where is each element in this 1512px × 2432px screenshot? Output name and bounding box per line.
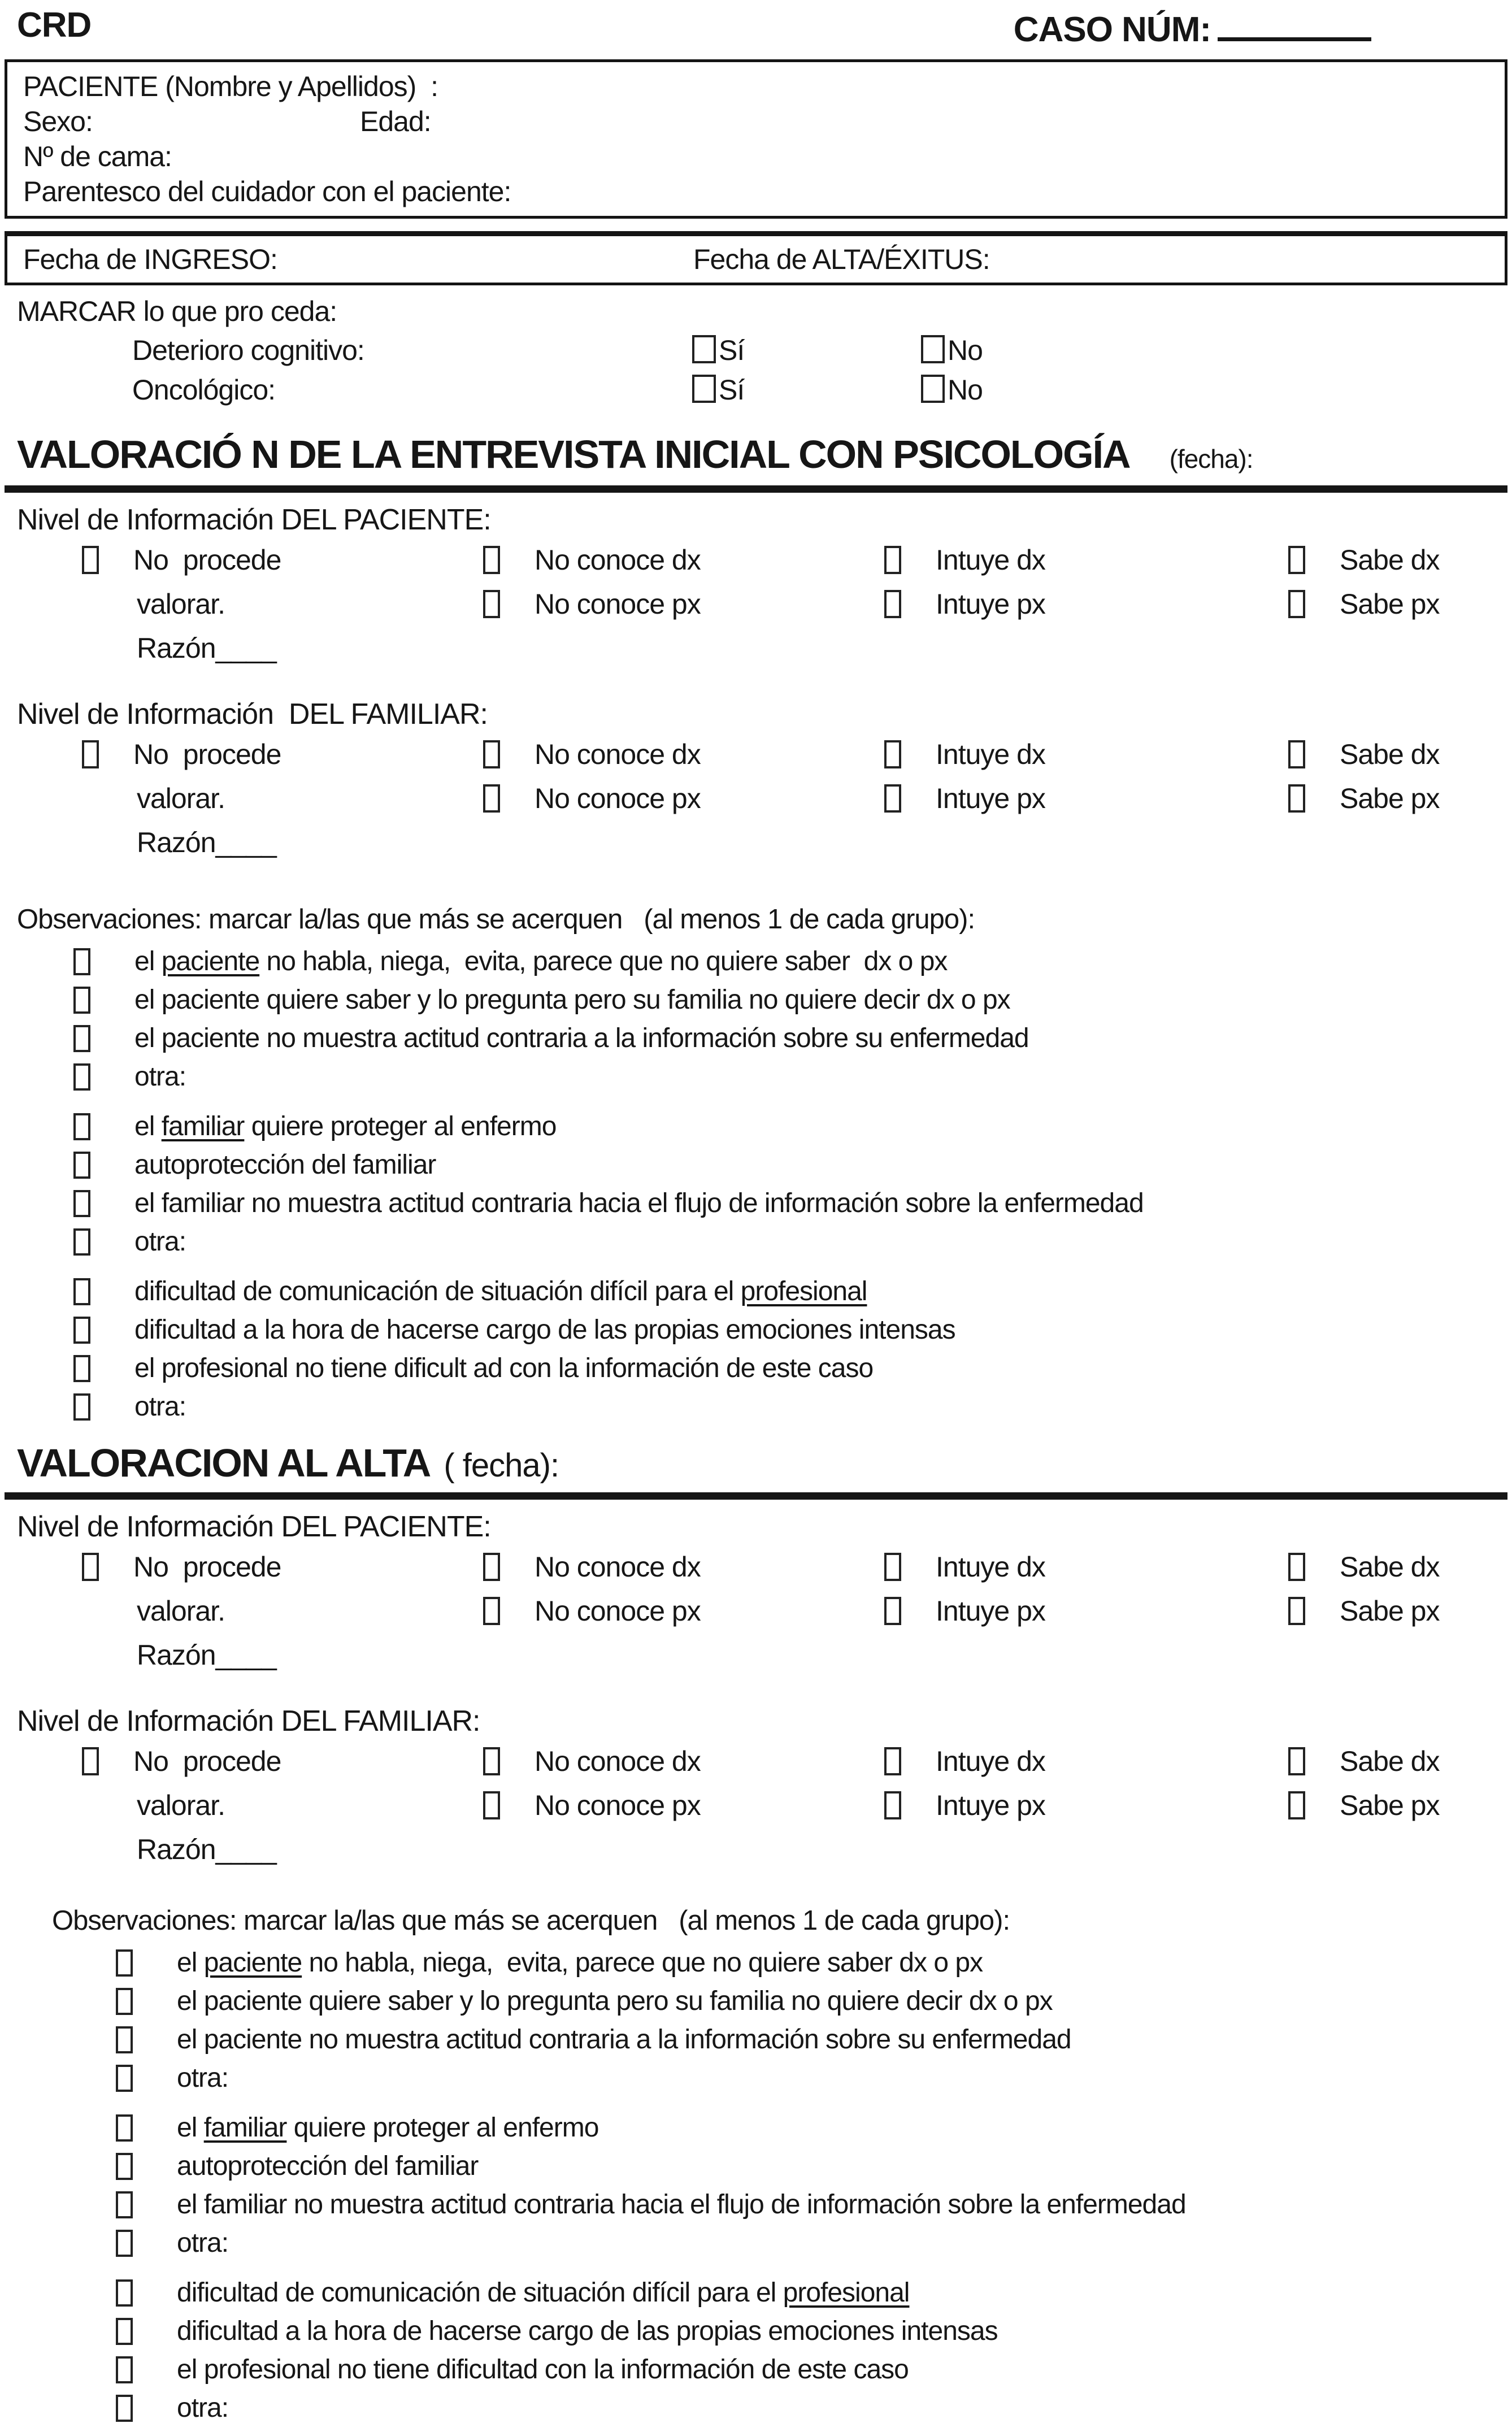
razon-blank — [82, 1834, 483, 1865]
option-label: Intuye dx — [936, 1745, 1045, 1777]
oncologic-row — [17, 374, 1512, 406]
cb-obs-ini-3-3[interactable] — [73, 1355, 90, 1382]
patient-group — [52, 1948, 1512, 2093]
option-label: Sabe px — [1340, 783, 1440, 814]
observation-item — [17, 1315, 1512, 1345]
obs-text: el — [134, 946, 162, 976]
page-header — [0, 0, 1512, 50]
option-no-conoce-px — [483, 783, 884, 814]
cb-alta-fam-intuye-dx[interactable] — [884, 1747, 901, 1775]
observation-label — [177, 2064, 228, 2093]
cb-obs-alta-3-4[interactable] — [116, 2395, 133, 2422]
observation-label — [134, 1392, 186, 1422]
patient-info-level-title-initial: Nivel de Información DEL PACIENTE: — [17, 503, 491, 536]
divider — [5, 485, 1507, 493]
obs-text-underlined: paciente — [203, 1948, 302, 1978]
age-label: Edad: — [360, 106, 431, 137]
cb-alta-fam-no-procede[interactable] — [82, 1747, 99, 1775]
obs-text-underlined: familiar — [203, 2113, 287, 2143]
cb-obs-ini-1-2[interactable] — [73, 987, 90, 1014]
option-label: Intuye dx — [936, 544, 1045, 576]
cb-alta-fam-no-conoce-px[interactable] — [483, 1791, 500, 1819]
mark-section-title: MARCAR lo que pro ceda: — [17, 296, 337, 327]
obs-text-underlined: familiar — [161, 1111, 245, 1141]
cb-obs-ini-3-2[interactable] — [73, 1317, 90, 1344]
option-sabe-px — [1288, 589, 1512, 619]
option-intuye-dx — [884, 1552, 1288, 1582]
observations-title: Observaciones: marcar la/las que más se acerquen (al menos 1 de cada grupo): — [17, 904, 975, 935]
obs-text: el profesional no tiene dificult ad con la información de este caso — [134, 1353, 874, 1383]
cb-obs-alta-2-1[interactable] — [116, 2114, 133, 2142]
observation-label — [177, 2152, 478, 2181]
option-no-procede — [82, 545, 483, 575]
dates-line — [23, 244, 1493, 275]
cb-ini-pac-sabe-dx[interactable] — [1288, 546, 1305, 574]
option-label: No conoce px — [535, 783, 701, 814]
cb-obs-alta-1-2[interactable] — [116, 1988, 133, 2015]
initial-date-label: (fecha): — [1169, 444, 1253, 474]
option-label: valorar. — [137, 588, 225, 620]
cognitive-impairment-row — [17, 334, 1512, 367]
bed-number-label: Nº de cama: — [23, 141, 172, 172]
obs-text: no habla, niega, evita, parece que no quiere saber dx o px — [302, 1948, 983, 1978]
option-label: valorar. — [137, 783, 225, 814]
option-sabe-dx — [1288, 1746, 1512, 1777]
option-label: Sabe px — [1340, 1790, 1440, 1821]
cb-alta-pac-intuye-dx[interactable] — [884, 1553, 901, 1581]
cb-alta-fam-no-conoce-dx[interactable] — [483, 1747, 500, 1775]
option-intuye-px — [884, 783, 1288, 814]
cb-ini-fam-sabe-dx[interactable] — [1288, 740, 1305, 768]
option-no-conoce-dx — [483, 1746, 884, 1777]
observation-item — [52, 2355, 1512, 2385]
obs-text: otra: — [134, 1227, 186, 1257]
observation-item — [52, 2394, 1512, 2423]
observation-label — [134, 1189, 1144, 1218]
observation-label — [177, 2278, 909, 2308]
cognitive-yes-option — [692, 334, 921, 367]
observation-item — [52, 2229, 1512, 2258]
professional-group — [17, 1277, 1512, 1422]
option-label: Sabe px — [1340, 588, 1440, 620]
obs-text: el — [177, 1948, 204, 1978]
option-label: Sabe dx — [1340, 544, 1440, 576]
option-label: Sabe dx — [1340, 739, 1440, 770]
initial-assessment-heading — [17, 432, 1512, 481]
observation-item — [17, 1392, 1512, 1422]
observation-label — [177, 2190, 1186, 2220]
observation-label — [134, 1062, 186, 1092]
cb-alta-pac-no-procede[interactable] — [82, 1553, 99, 1581]
option-sabe-px — [1288, 1790, 1512, 1821]
option-label: No conoce dx — [535, 739, 701, 770]
obs-text: quiere proteger al enfermo — [244, 1111, 557, 1141]
cb-ini-fam-no-procede[interactable] — [82, 740, 99, 768]
observation-label — [134, 947, 947, 976]
observation-item — [52, 2025, 1512, 2055]
obs-text: el familiar no muestra actitud contraria hacia el flujo de información sobre la enfermedad — [177, 2190, 1186, 2220]
cb-obs-ini-1-1[interactable] — [73, 948, 90, 975]
option-valorar — [82, 783, 483, 814]
obs-text: otra: — [134, 1392, 186, 1422]
option-no-procede — [82, 1746, 483, 1777]
observation-label — [134, 1112, 556, 1141]
option-label: valorar. — [137, 1595, 225, 1627]
option-label: valorar. — [137, 1790, 225, 1821]
observation-item — [17, 1354, 1512, 1383]
document-code: CRD — [17, 6, 92, 45]
yes-label: Sí — [719, 374, 745, 406]
obs-text-underlined: profesional — [740, 1276, 867, 1306]
cb-obs-ini-2-2[interactable] — [73, 1152, 90, 1179]
cb-oncologico-si[interactable] — [692, 375, 716, 403]
option-label: Intuye dx — [936, 1551, 1045, 1583]
observation-label — [134, 1277, 867, 1306]
option-sabe-dx — [1288, 545, 1512, 575]
option-label: No conoce px — [535, 588, 701, 620]
obs-text: el — [177, 2113, 204, 2143]
cb-alta-fam-intuye-px[interactable] — [884, 1791, 901, 1819]
option-label: No conoce px — [535, 1595, 701, 1627]
observation-label — [177, 2229, 228, 2258]
obs-text: otra: — [177, 2228, 229, 2258]
observation-item — [17, 985, 1512, 1015]
option-no-conoce-px — [483, 589, 884, 619]
obs-text-underlined: profesional — [783, 2278, 910, 2308]
cb-ini-pac-intuye-dx[interactable] — [884, 546, 901, 574]
cb-alta-pac-sabe-dx[interactable] — [1288, 1553, 1305, 1581]
cognitive-impairment-label: Deterioro cognitivo: — [132, 335, 364, 366]
option-sabe-dx — [1288, 1552, 1512, 1582]
option-sabe-px — [1288, 1596, 1512, 1626]
cognitive-no-option — [921, 334, 983, 367]
cb-obs-alta-2-4[interactable] — [116, 2230, 133, 2257]
cb-oncologico-no[interactable] — [921, 375, 945, 403]
info-level-grid-initial-patient — [17, 545, 1512, 677]
option-label: No procede — [133, 739, 281, 770]
obs-text: otra: — [134, 1062, 186, 1092]
cb-obs-alta-3-2[interactable] — [116, 2318, 133, 2345]
obs-text: el paciente no muestra actitud contraria a la información sobre su enfermedad — [134, 1023, 1029, 1053]
observation-item — [17, 1024, 1512, 1053]
obs-text: el profesional no tiene dificultad con la información de este caso — [177, 2355, 909, 2385]
option-label: No conoce px — [535, 1790, 701, 1821]
observation-item — [17, 1112, 1512, 1141]
razon-blank — [82, 1640, 483, 1670]
obs-text: el familiar no muestra actitud contraria hacia el flujo de información sobre la enfermedad — [134, 1188, 1144, 1218]
observation-item — [17, 1277, 1512, 1306]
observation-label — [134, 1315, 955, 1345]
initial-assessment-title: VALORACIÓ N DE LA ENTREVISTA INICIAL CON PSICOLOGÍA — [17, 432, 1130, 476]
observation-label — [177, 2355, 909, 2385]
observation-item — [17, 1189, 1512, 1218]
observation-item — [52, 2278, 1512, 2308]
sex-age-line — [23, 104, 1493, 139]
cb-ini-fam-no-conoce-dx[interactable] — [483, 740, 500, 768]
cb-deterioro-no[interactable] — [921, 335, 945, 363]
obs-text: autoprotección del familiar — [134, 1150, 436, 1180]
obs-text: dificultad a la hora de hacerse cargo de las propias emociones intensas — [177, 2316, 998, 2346]
option-label: Intuye px — [936, 783, 1045, 814]
option-intuye-px — [884, 1790, 1288, 1821]
discharge-assessment-heading — [17, 1441, 1512, 1488]
family-info-level-title-alta: Nivel de Información DEL FAMILIAR: — [17, 1705, 480, 1738]
observation-label — [177, 2025, 1071, 2055]
obs-text: el — [134, 1111, 162, 1141]
observations-title: Observaciones: marcar la/las que más se acerquen (al menos 1 de cada grupo): — [52, 1905, 1010, 1936]
obs-text: el paciente quiere saber y lo pregunta pero su familia no quiere decir dx o px — [177, 1986, 1053, 2016]
cb-alta-pac-intuye-px[interactable] — [884, 1597, 901, 1625]
divider — [5, 1492, 1507, 1500]
option-no-conoce-px — [483, 1596, 884, 1626]
option-valorar — [82, 589, 483, 619]
observation-label — [177, 1987, 1053, 2016]
option-label: No conoce dx — [535, 544, 701, 576]
option-no-conoce-dx — [483, 545, 884, 575]
observation-item — [52, 2190, 1512, 2220]
option-label: Sabe dx — [1340, 1745, 1440, 1777]
cb-ini-pac-sabe-px[interactable] — [1288, 590, 1305, 618]
cb-obs-ini-3-4[interactable] — [73, 1393, 90, 1421]
patient-group — [17, 947, 1512, 1092]
observation-item — [52, 2113, 1512, 2143]
obs-text: dificultad de comunicación de situación difícil para el — [177, 2278, 783, 2308]
observation-label — [177, 2394, 228, 2423]
observation-item — [17, 1227, 1512, 1257]
observation-label — [134, 1354, 873, 1383]
case-number-blank[interactable] — [1218, 7, 1371, 41]
razon-label[interactable]: Razón____ — [137, 827, 276, 858]
cb-ini-pac-no-procede[interactable] — [82, 546, 99, 574]
option-label: No procede — [133, 544, 281, 576]
obs-text: no habla, niega, evita, parece que no quiere saber dx o px — [259, 946, 948, 976]
observation-item — [17, 1062, 1512, 1092]
cb-ini-pac-no-conoce-px[interactable] — [483, 590, 500, 618]
option-label: Intuye px — [936, 1595, 1045, 1627]
obs-text: dificultad a la hora de hacerse cargo de las propias emociones intensas — [134, 1315, 955, 1345]
observation-item — [52, 1948, 1512, 1978]
option-label: No conoce dx — [535, 1551, 701, 1583]
cb-obs-ini-2-1[interactable] — [73, 1113, 90, 1140]
cb-obs-ini-3-1[interactable] — [73, 1278, 90, 1305]
cb-obs-ini-2-3[interactable] — [73, 1190, 90, 1217]
discharge-date-label: Fecha de ALTA/ÉXITUS: — [693, 244, 990, 275]
no-label: No — [948, 335, 983, 366]
option-no-procede — [82, 1552, 483, 1582]
razon-label[interactable]: Razón____ — [137, 632, 276, 664]
option-label: Intuye px — [936, 588, 1045, 620]
cb-alta-fam-sabe-px[interactable] — [1288, 1791, 1305, 1819]
obs-text: dificultad de comunicación de situación difícil para el — [134, 1276, 741, 1306]
obs-text: otra: — [177, 2393, 229, 2423]
cb-alta-pac-sabe-px[interactable] — [1288, 1597, 1305, 1625]
yes-label: Sí — [719, 335, 745, 366]
option-no-procede — [82, 739, 483, 770]
razon-blank — [82, 633, 483, 663]
cb-alta-pac-no-conoce-px[interactable] — [483, 1597, 500, 1625]
option-label: Intuye px — [936, 1790, 1045, 1821]
cb-obs-alta-2-2[interactable] — [116, 2153, 133, 2180]
cb-obs-alta-1-3[interactable] — [116, 2026, 133, 2053]
cb-deterioro-si[interactable] — [692, 335, 716, 363]
info-level-grid-initial-family — [17, 739, 1512, 871]
option-label: Intuye dx — [936, 739, 1045, 770]
option-intuye-px — [884, 1596, 1288, 1626]
patient-name-label: PACIENTE (Nombre y Apellidos) : — [23, 71, 438, 102]
obs-text: el paciente quiere saber y lo pregunta pero su familia no quiere decir dx o px — [134, 985, 1010, 1015]
oncologic-yes-option — [692, 374, 921, 406]
cb-ini-fam-intuye-px[interactable] — [884, 784, 901, 813]
option-no-conoce-dx — [483, 1552, 884, 1582]
observation-item — [52, 2317, 1512, 2346]
option-no-conoce-dx — [483, 739, 884, 770]
oncologic-no-option — [921, 374, 983, 406]
cb-obs-alta-3-1[interactable] — [116, 2279, 133, 2307]
observation-label — [134, 1150, 436, 1180]
professional-group — [52, 2278, 1512, 2423]
cb-alta-fam-sabe-dx[interactable] — [1288, 1747, 1305, 1775]
option-intuye-dx — [884, 1746, 1288, 1777]
info-level-grid-alta-patient — [17, 1552, 1512, 1684]
option-intuye-dx — [884, 739, 1288, 770]
family-info-level-title-initial: Nivel de Información DEL FAMILIAR: — [17, 698, 488, 731]
razon-label[interactable]: Razón____ — [137, 1639, 276, 1671]
option-intuye-dx — [884, 545, 1288, 575]
obs-text-underlined: paciente — [161, 946, 260, 976]
option-label: Sabe dx — [1340, 1551, 1440, 1583]
cb-obs-alta-3-3[interactable] — [116, 2356, 133, 2383]
observations-alta — [52, 1905, 1512, 2423]
discharge-date-field-label: ( fecha): — [444, 1447, 559, 1484]
cb-ini-pac-intuye-px[interactable] — [884, 590, 901, 618]
case-number-label: CASO NÚM: — [1013, 10, 1211, 49]
obs-text: el paciente no muestra actitud contraria a la información sobre su enfermedad — [177, 2025, 1071, 2055]
option-no-conoce-px — [483, 1790, 884, 1821]
observation-item — [52, 2064, 1512, 2093]
cb-alta-pac-no-conoce-dx[interactable] — [483, 1553, 500, 1581]
option-intuye-px — [884, 589, 1288, 619]
caregiver-relation-label: Parentesco del cuidador con el paciente: — [23, 176, 511, 207]
cb-ini-fam-intuye-dx[interactable] — [884, 740, 901, 768]
obs-text: autoprotección del familiar — [177, 2151, 479, 2181]
info-level-grid-alta-family — [17, 1746, 1512, 1878]
dates-box — [5, 231, 1507, 285]
razon-blank — [82, 827, 483, 858]
sex-label: Sexo: — [23, 106, 93, 137]
no-label: No — [948, 374, 983, 406]
cb-ini-fam-no-conoce-px[interactable] — [483, 784, 500, 813]
observation-item — [52, 1987, 1512, 2016]
cb-ini-fam-sabe-px[interactable] — [1288, 784, 1305, 813]
observation-item — [17, 1150, 1512, 1180]
observations-initial — [17, 904, 1512, 1422]
option-label: No procede — [133, 1551, 281, 1583]
admission-date-label: Fecha de INGRESO: — [23, 244, 277, 275]
cb-obs-alta-1-4[interactable] — [116, 2065, 133, 2092]
observation-label — [177, 2317, 998, 2346]
obs-text: quiere proteger al enfermo — [286, 2113, 599, 2143]
observation-label — [134, 1024, 1029, 1053]
cb-obs-ini-2-4[interactable] — [73, 1228, 90, 1256]
obs-text: otra: — [177, 2063, 229, 2093]
observation-item — [17, 947, 1512, 976]
cb-obs-alta-1-1[interactable] — [116, 1949, 133, 1977]
oncologic-label: Oncológico: — [132, 374, 276, 406]
option-sabe-dx — [1288, 739, 1512, 770]
cb-ini-pac-no-conoce-dx[interactable] — [483, 546, 500, 574]
discharge-assessment-title: VALORACION AL ALTA — [17, 1441, 431, 1485]
option-valorar — [82, 1596, 483, 1626]
option-label: No procede — [133, 1745, 281, 1777]
family-group — [52, 2113, 1512, 2258]
observation-item — [52, 2152, 1512, 2181]
option-valorar — [82, 1790, 483, 1821]
observation-label — [134, 1227, 186, 1257]
razon-label[interactable]: Razón____ — [137, 1834, 276, 1865]
option-label: Sabe px — [1340, 1595, 1440, 1627]
option-label: No conoce dx — [535, 1745, 701, 1777]
case-number-field — [1014, 7, 1371, 50]
family-group — [17, 1112, 1512, 1257]
observation-label — [177, 1948, 983, 1978]
observation-label — [177, 2113, 598, 2143]
cb-obs-ini-1-3[interactable] — [73, 1025, 90, 1052]
cb-obs-alta-2-3[interactable] — [116, 2191, 133, 2218]
observation-label — [134, 985, 1010, 1015]
patient-info-level-title-alta: Nivel de Información DEL PACIENTE: — [17, 1510, 491, 1543]
patient-info-box — [5, 59, 1507, 219]
cb-obs-ini-1-4[interactable] — [73, 1063, 90, 1091]
option-sabe-px — [1288, 783, 1512, 814]
